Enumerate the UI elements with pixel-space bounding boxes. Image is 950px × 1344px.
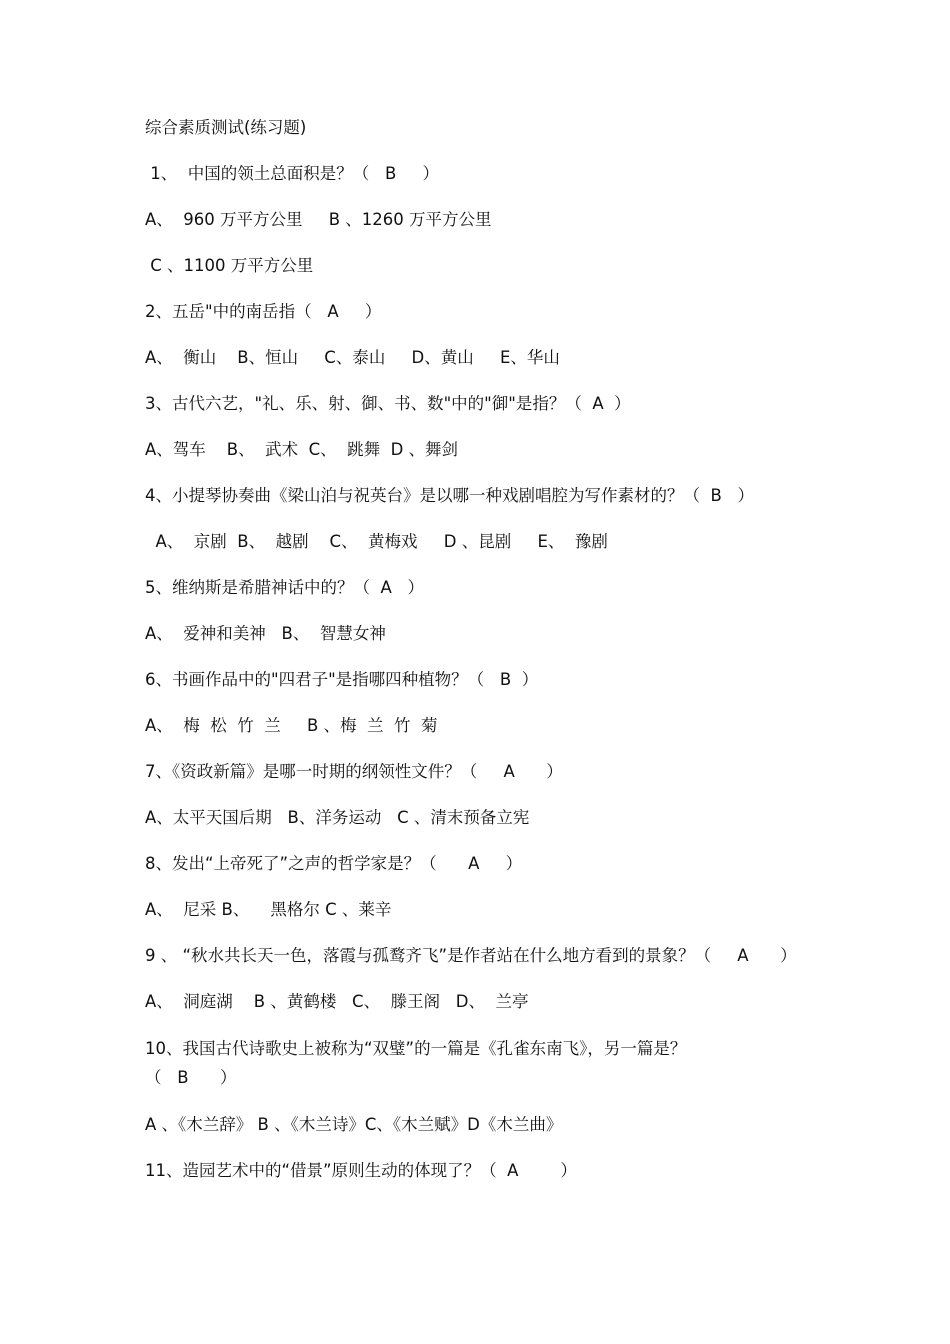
question-8: 8、发出“上帝死了”之声的哲学家是？（ A ） (145, 854, 523, 873)
question-10-options: A 、《木兰辞》 B 、《木兰诗》C、《木兰赋》D《木兰曲》 (145, 1115, 563, 1134)
question-1-option-c: C 、1100 万平方公里 (145, 256, 314, 275)
question-4: 4、小提琴协奏曲《梁山泊与祝英台》是以哪一种戏剧唱腔为写作素材的？（ B ） (145, 486, 755, 505)
question-3: 3、古代六艺，"礼、乐、射、御、书、数"中的"御"是指？（ A ） (145, 394, 631, 413)
question-10: 10、我国古代诗歌史上被称为“双璧”的一篇是《孔雀东南飞》，另一篇是？ (145, 1039, 687, 1058)
question-6-options: A、 梅 松 竹 兰 B 、梅 兰 竹 菊 (145, 716, 438, 735)
question-7-options: A、太平天国后期 B、洋务运动 C 、清末预备立宪 (145, 808, 530, 827)
question-10-answer: （ B ） (145, 1068, 237, 1087)
question-9-options: A、 洞庭湖 B 、黄鹤楼 C、 滕王阁 D、 兰亭 (145, 992, 529, 1011)
question-2: 2、五岳"中的南岳指（ A ） (145, 302, 382, 321)
question-8-options: A、 尼采 B、 黑格尔 C 、莱辛 (145, 900, 392, 919)
question-4-options: A、 京剧 B、 越剧 C、 黄梅戏 D 、昆剧 E、 豫剧 (145, 532, 608, 551)
question-7: 7、《资政新篇》是哪一时期的纲领性文件？（ A ） (145, 762, 563, 781)
question-5-options: A、 爱神和美神 B、 智慧女神 (145, 624, 386, 643)
document-title: 综合素质测试(练习题) (145, 118, 307, 137)
question-5: 5、维纳斯是希腊神话中的？（ A ） (145, 578, 425, 597)
question-6: 6、书画作品中的"四君子"是指哪四种植物？（ B ） (145, 670, 539, 689)
question-9: 9 、 “秋水共长天一色，落霞与孤鹜齐飞”是作者站在什么地方看到的景象？（ A ） (145, 946, 797, 965)
question-1: 1、 中国的领土总面积是？（ B ） (145, 164, 440, 183)
question-3-options: A、驾车 B、 武术 C、 跳舞 D 、舞剑 (145, 440, 459, 459)
question-2-options: A、 衡山 B、恒山 C、泰山 D、黄山 E、华山 (145, 348, 560, 367)
question-1-options-ab: A、 960 万平方公里 B 、1260 万平方公里 (145, 210, 492, 229)
question-11: 11、造园艺术中的“借景”原则生动的体现了？（ A ） (145, 1161, 577, 1180)
